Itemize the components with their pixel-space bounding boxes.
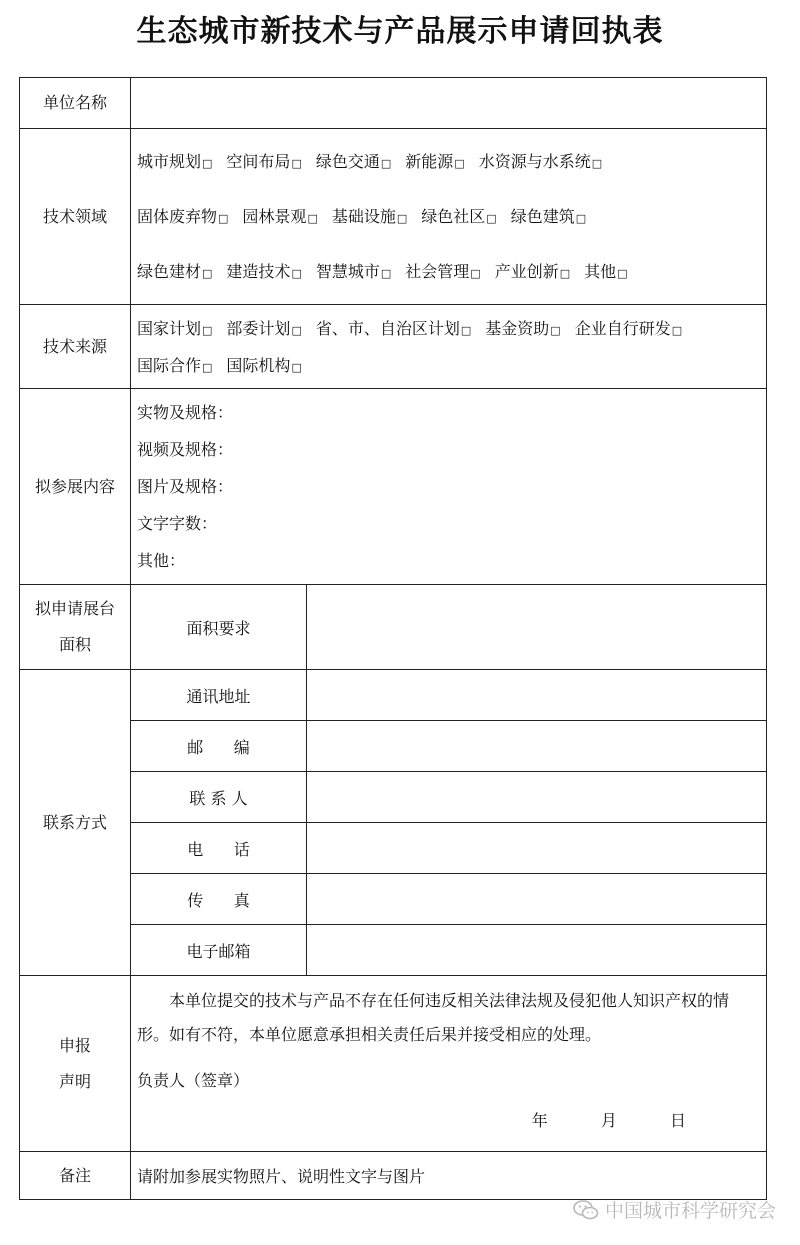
checkbox-icon[interactable]: □ [559, 267, 571, 280]
contact-postcode-label: 邮 编 [131, 721, 307, 772]
checkbox-icon[interactable]: □ [617, 267, 628, 280]
option-checkbox[interactable] [575, 319, 682, 338]
exhibit-content-row [20, 389, 767, 585]
declaration-content [131, 976, 767, 1152]
declaration-date[interactable] [131, 1096, 766, 1136]
page-title: 生态城市新技术与产品展示申请回执表 [136, 14, 664, 49]
contact-row [20, 874, 767, 925]
option-checkbox[interactable] [226, 356, 301, 375]
option-label: 基础设施 [331, 207, 396, 226]
contact-phone-field[interactable] [307, 823, 767, 874]
option-label: 绿色交通 [315, 152, 380, 171]
checkbox-icon[interactable]: □ [218, 212, 229, 225]
checkbox-icon[interactable]: □ [291, 267, 302, 280]
contact-person-field[interactable] [307, 772, 767, 823]
option-label: 园林景观 [242, 207, 307, 226]
option-label: 国际机构 [226, 355, 291, 375]
remarks-label: 备注 [20, 1152, 131, 1200]
declaration-text: 本单位提交的技术与产品不存在任何违反相关法律法规及侵犯他人知识产权的情形。如有不符，本单位愿意承担相关责任后果并接受相应的处理。 [137, 991, 730, 1044]
contact-email-field[interactable] [307, 925, 767, 976]
option-label: 省、市、自治区计划 [315, 318, 460, 338]
option-checkbox[interactable] [316, 319, 471, 338]
checkbox-icon[interactable]: □ [202, 323, 213, 337]
booth-area-label-line1: 拟申请展台 [34, 599, 115, 618]
checkbox-icon[interactable]: □ [202, 360, 213, 374]
option-label: 部委计划 [226, 318, 291, 338]
declaration-label-line1: 申报 [58, 1035, 91, 1055]
contact-row [20, 721, 767, 772]
checkbox-icon[interactable]: □ [671, 323, 683, 337]
tech-source-row [20, 305, 767, 389]
date-month: 月 [600, 1111, 617, 1130]
exhibit-item-physical[interactable]: 实物及规格： [137, 403, 234, 422]
option-label: 产业创新 [494, 262, 559, 281]
option-label: 城市规划 [137, 152, 202, 171]
watermark [573, 1196, 776, 1223]
contact-address-label: 通讯地址 [131, 670, 307, 721]
option-label: 绿色社区 [421, 207, 486, 226]
exhibit-item-other[interactable]: 其他： [137, 551, 186, 570]
option-checkbox[interactable] [137, 319, 212, 338]
remarks-row [20, 1152, 767, 1200]
tech-field-line [131, 134, 766, 189]
option-checkbox[interactable] [584, 262, 627, 281]
contact-person-label: 联 系 人 [131, 772, 307, 823]
option-checkbox[interactable] [405, 152, 464, 171]
tech-source-line [131, 310, 766, 347]
declaration-label [20, 976, 131, 1152]
checkbox-icon[interactable]: □ [307, 212, 318, 225]
checkbox-icon[interactable]: □ [470, 267, 481, 280]
option-checkbox[interactable] [495, 262, 570, 281]
application-form [19, 77, 767, 1200]
option-checkbox[interactable] [405, 262, 480, 281]
option-label: 绿色建材 [137, 262, 202, 281]
tech-source-line [131, 347, 766, 384]
option-label: 国家计划 [137, 318, 202, 338]
option-label: 国际合作 [137, 355, 202, 375]
tech-field-options [131, 129, 767, 305]
declaration-signature[interactable]: 负责人（签章） [137, 1071, 250, 1090]
exhibit-item-video[interactable]: 视频及规格： [137, 440, 234, 459]
option-checkbox[interactable] [316, 152, 391, 171]
option-checkbox[interactable] [511, 207, 586, 226]
option-label: 企业自行研发 [574, 318, 671, 338]
declaration-label-line2: 声明 [58, 1071, 91, 1091]
option-label: 基金资助 [485, 318, 550, 338]
option-checkbox[interactable] [485, 319, 560, 338]
contact-phone-label: 电 话 [131, 823, 307, 874]
option-checkbox[interactable] [137, 262, 212, 281]
contact-row [20, 925, 767, 976]
checkbox-icon[interactable]: □ [550, 323, 561, 337]
option-label: 空间布局 [226, 152, 291, 171]
checkbox-icon[interactable]: □ [291, 157, 302, 170]
exhibit-item-text[interactable]: 文字字数： [137, 514, 218, 533]
option-checkbox[interactable] [226, 152, 301, 171]
option-checkbox[interactable] [226, 319, 301, 338]
checkbox-icon[interactable]: □ [396, 212, 408, 225]
checkbox-icon[interactable]: □ [486, 212, 497, 225]
checkbox-icon[interactable]: □ [202, 157, 213, 170]
checkbox-icon[interactable]: □ [291, 360, 302, 374]
tech-source-options [131, 305, 767, 389]
contact-postcode-field[interactable] [307, 721, 767, 772]
tech-field-label: 技术领域 [20, 129, 131, 305]
checkbox-icon[interactable]: □ [380, 157, 392, 170]
booth-area-sub-label: 面积要求 [131, 585, 307, 670]
contact-email-label: 电子邮箱 [131, 925, 307, 976]
option-label: 绿色建筑 [510, 207, 575, 226]
option-checkbox[interactable] [421, 207, 496, 226]
checkbox-icon[interactable]: □ [460, 323, 472, 337]
option-checkbox[interactable] [479, 152, 602, 171]
checkbox-icon[interactable]: □ [202, 267, 213, 280]
declaration-row [20, 976, 767, 1152]
option-checkbox[interactable] [137, 356, 212, 375]
exhibit-content-label: 拟参展内容 [20, 389, 131, 585]
option-label: 新能源 [405, 152, 454, 171]
unit-name-field[interactable] [131, 78, 767, 129]
option-checkbox[interactable] [137, 207, 228, 226]
option-label: 水资源与水系统 [478, 152, 591, 171]
tech-field-row [20, 129, 767, 305]
unit-name-row [20, 78, 767, 129]
date-day: 日 [669, 1111, 686, 1130]
checkbox-icon[interactable]: □ [291, 323, 302, 337]
option-label: 建造技术 [226, 262, 291, 281]
option-label: 其他 [584, 262, 617, 281]
contact-row [20, 670, 767, 721]
tech-field-line [131, 244, 766, 299]
contact-fax-label: 传 真 [131, 874, 307, 925]
remarks-value: 请附加参展实物照片、说明性文字与图片 [131, 1152, 767, 1200]
checkbox-icon[interactable]: □ [591, 157, 603, 170]
contact-row [20, 772, 767, 823]
option-checkbox[interactable] [242, 207, 317, 226]
checkbox-icon[interactable]: □ [454, 157, 465, 170]
option-checkbox[interactable] [316, 262, 391, 281]
option-checkbox[interactable] [137, 152, 212, 171]
option-label: 固体废弃物 [137, 207, 218, 226]
contact-address-field[interactable] [307, 670, 767, 721]
option-label: 智慧城市 [315, 262, 380, 281]
wechat-icon [573, 1200, 599, 1220]
booth-area-row [20, 585, 767, 670]
checkbox-icon[interactable]: □ [575, 212, 587, 225]
exhibit-content-items [131, 389, 767, 585]
booth-area-label-line2: 面积 [58, 635, 91, 654]
booth-area-field[interactable] [307, 585, 767, 670]
exhibit-item-picture[interactable]: 图片及规格： [137, 477, 234, 496]
option-checkbox[interactable] [332, 207, 407, 226]
tech-source-label: 技术来源 [20, 305, 131, 389]
unit-name-label: 单位名称 [20, 78, 131, 129]
watermark-text: 中国城市科学研究会 [604, 1200, 776, 1222]
booth-area-label [20, 585, 131, 670]
contact-fax-field[interactable] [307, 874, 767, 925]
date-year: 年 [531, 1111, 548, 1130]
option-checkbox[interactable] [226, 262, 301, 281]
contact-row [20, 823, 767, 874]
tech-field-line [131, 189, 766, 244]
checkbox-icon[interactable]: □ [380, 267, 392, 280]
option-label: 社会管理 [405, 262, 470, 281]
contact-label: 联系方式 [20, 670, 131, 976]
